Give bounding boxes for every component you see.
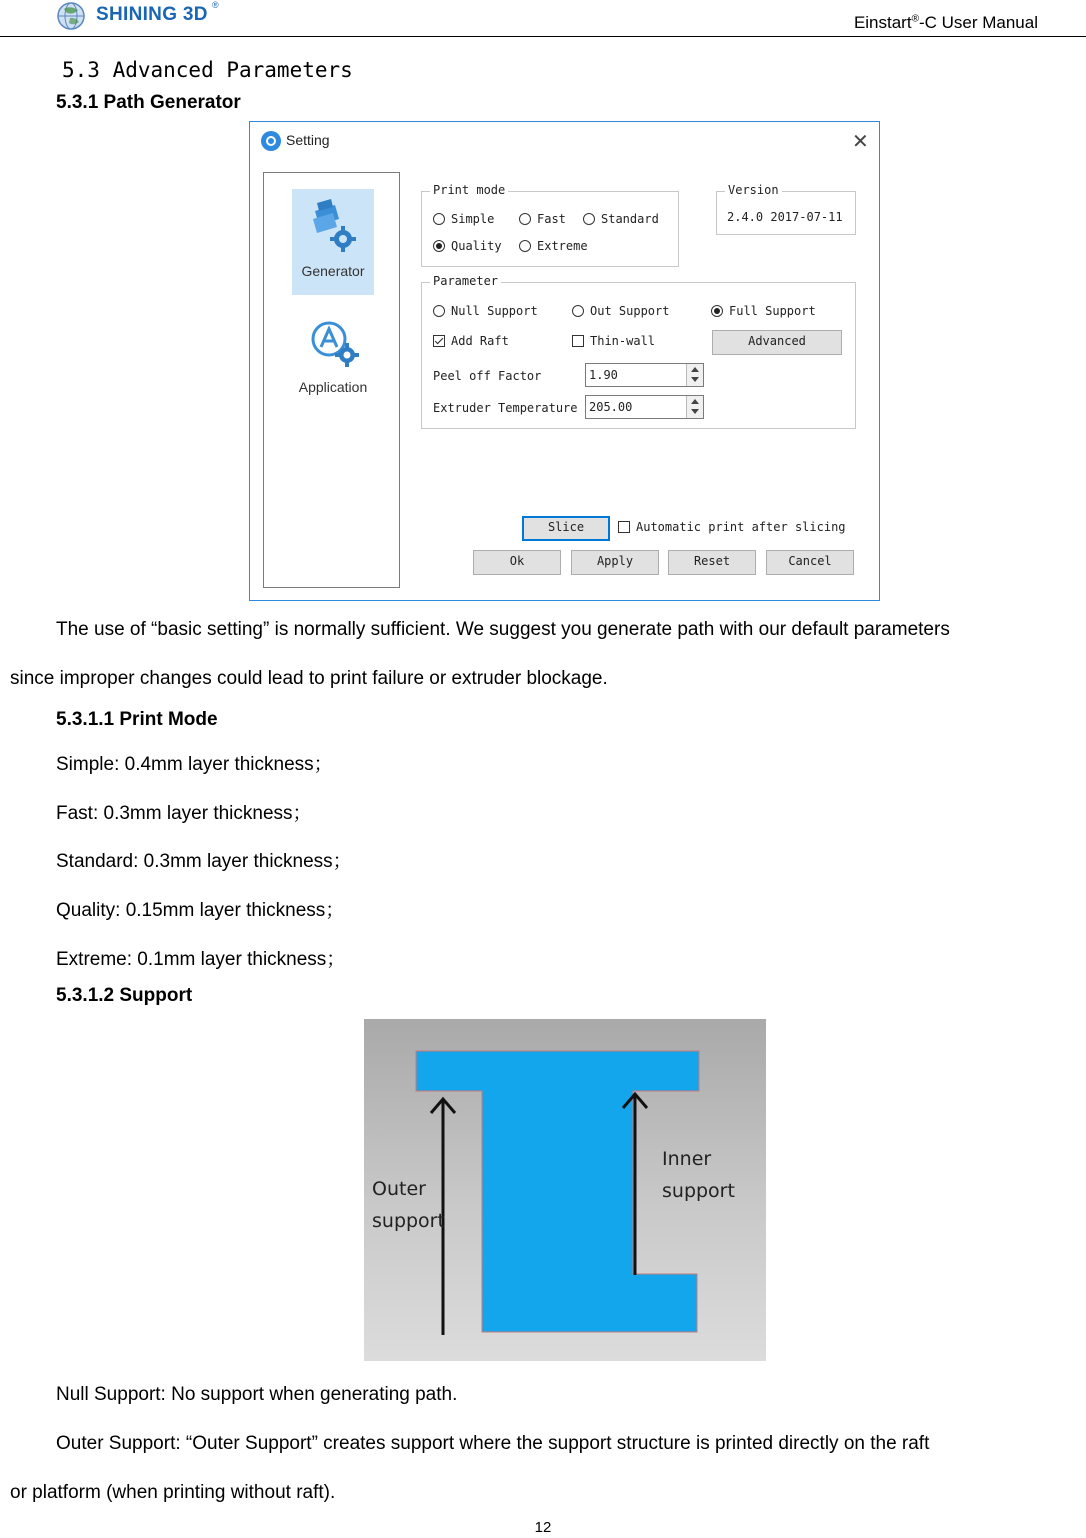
apply-button[interactable]: Apply (571, 550, 659, 575)
peel-off-factor-input[interactable]: 1.90 (585, 363, 704, 387)
print-mode-item: Extreme: 0.1mm layer thickness； (56, 949, 346, 970)
peel-off-factor-label: Peel off Factor (433, 369, 542, 383)
radio-quality[interactable]: Quality (433, 239, 502, 253)
application-icon (305, 315, 361, 371)
radio-null-support[interactable]: Null Support (433, 304, 538, 318)
subsection-title: 5.3.1 Path Generator (56, 92, 241, 113)
setting-dialog (249, 121, 880, 601)
checkbox-add-raft[interactable]: Add Raft (433, 334, 509, 348)
radio-full-support[interactable]: Full Support (711, 304, 816, 318)
settings-gear-icon (261, 131, 281, 151)
print-mode-heading: 5.3.1.1 Print Mode (56, 709, 218, 730)
version-group (716, 183, 856, 235)
manual-title: Einstart®-C User Manual (853, 13, 1038, 32)
sidebar-item-label: Application (298, 379, 368, 395)
shining3d-globe-icon (56, 1, 88, 31)
outer-support-label: Outer support (372, 1178, 445, 1232)
outer-support-line1: Outer Support: “Outer Support” creates support where the support structure is printed directly on the raft (56, 1433, 930, 1454)
print-mode-group (421, 183, 679, 267)
print-mode-group-label: Print mode (430, 183, 508, 197)
settings-sidebar (263, 172, 400, 588)
extruder-temperature-input[interactable]: 205.00 (585, 395, 704, 419)
reset-button[interactable]: Reset (668, 550, 756, 575)
null-support-text: Null Support: No support when generating path. (56, 1384, 458, 1405)
checkbox-thin-wall[interactable]: Thin-wall (572, 334, 655, 348)
outer-support-line2: or platform (when printing without raft). (10, 1482, 336, 1503)
extruder-temperature-label: Extruder Temperature (433, 401, 578, 415)
spin-buttons[interactable] (686, 364, 703, 386)
logo-text: SHINING 3D (96, 4, 208, 25)
support-diagram (364, 1019, 766, 1361)
radio-simple[interactable]: Simple (433, 212, 494, 226)
logo-registered-mark: ® (212, 0, 219, 10)
page-number: 12 (534, 1519, 552, 1536)
print-mode-item: Quality: 0.15mm layer thickness； (56, 900, 345, 921)
print-mode-item: Fast: 0.3mm layer thickness； (56, 803, 312, 824)
sidebar-item-application[interactable] (292, 311, 374, 417)
model-shape (416, 1051, 699, 1332)
parameter-group (421, 274, 856, 429)
spin-buttons[interactable] (686, 396, 703, 418)
generator-icon (305, 197, 361, 257)
radio-fast[interactable]: Fast (519, 212, 566, 226)
inner-support-label: Inner support (662, 1148, 735, 1202)
intro-paragraph-line2: since improper changes could lead to print failure or extruder blockage. (10, 668, 608, 689)
cancel-button[interactable]: Cancel (766, 550, 854, 575)
radio-extreme[interactable]: Extreme (519, 239, 588, 253)
radio-out-support[interactable]: Out Support (572, 304, 669, 318)
header-divider (0, 36, 1086, 37)
version-value: 2.4.0 2017-07-11 (727, 210, 843, 224)
support-heading: 5.3.1.2 Support (56, 985, 193, 1006)
checkbox-auto-print[interactable]: Automatic print after slicing (618, 520, 846, 534)
ok-button[interactable]: Ok (473, 550, 561, 575)
parameter-group-label: Parameter (430, 274, 501, 288)
section-title: 5.3 Advanced Parameters (62, 58, 353, 82)
intro-paragraph-line1: The use of “basic setting” is normally sufficient. We suggest you generate path with our default parameters (56, 619, 950, 640)
print-mode-item: Simple: 0.4mm layer thickness； (56, 754, 333, 775)
print-mode-item: Standard: 0.3mm layer thickness； (56, 851, 352, 872)
close-icon[interactable]: ✕ (852, 129, 869, 153)
dialog-title: Setting (286, 132, 330, 148)
radio-standard[interactable]: Standard (583, 212, 659, 226)
sidebar-item-label: Generator (301, 263, 365, 279)
advanced-button[interactable]: Advanced (712, 330, 842, 355)
slice-button[interactable]: Slice (522, 516, 610, 541)
version-group-label: Version (725, 183, 782, 197)
sidebar-item-generator[interactable] (292, 189, 374, 295)
